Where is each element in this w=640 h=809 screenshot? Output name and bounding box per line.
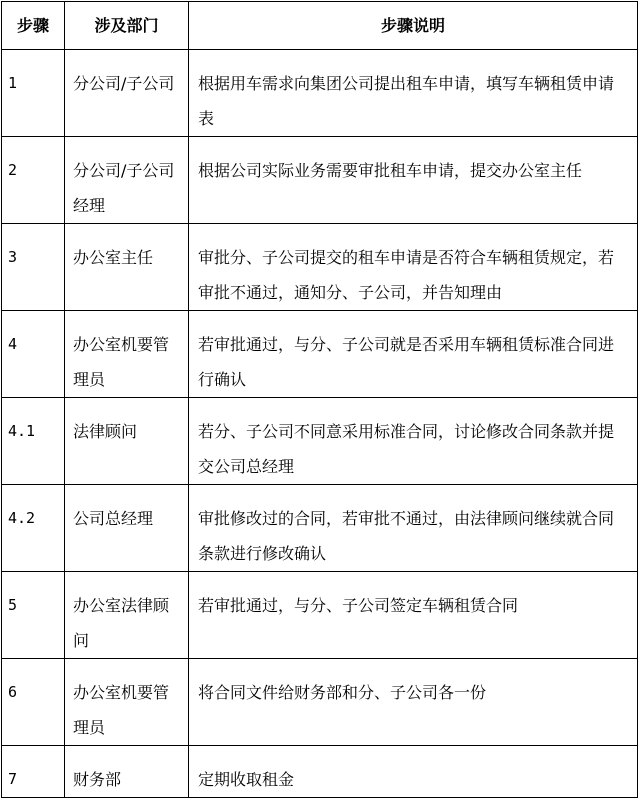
description-cell: 根据公司实际业务需要审批租车申请，提交办公室主任: [189, 137, 638, 224]
description-cell: 审批分、子公司提交的租车申请是否符合车辆租赁规定，若审批不通过，通知分、子公司，并告知理由: [189, 224, 638, 311]
description-cell: 定期收取租金: [189, 746, 638, 798]
department-cell: 办公室主任: [65, 224, 189, 311]
step-cell: 2: [2, 137, 65, 224]
table-row: [2, 572, 638, 659]
step-cell: 5: [2, 572, 65, 659]
department-cell: 办公室法律顾问: [65, 572, 189, 659]
step-cell: 4.2: [2, 485, 65, 572]
table-row: [2, 311, 638, 398]
table-row: [2, 746, 638, 798]
table-row: [2, 398, 638, 485]
table-header-row: [2, 2, 638, 50]
table-row: [2, 137, 638, 224]
description-cell: 将合同文件给财务部和分、子公司各一份: [189, 659, 638, 746]
header-description: 步骤说明: [189, 2, 638, 50]
step-cell: 6: [2, 659, 65, 746]
department-cell: 分公司/子公司: [65, 50, 189, 137]
department-cell: 财务部: [65, 746, 189, 798]
step-cell: 1: [2, 50, 65, 137]
table-row: [2, 224, 638, 311]
department-cell: 公司总经理: [65, 485, 189, 572]
description-cell: 根据用车需求向集团公司提出租车申请，填写车辆租赁申请表: [189, 50, 638, 137]
department-cell: 办公室机要管理员: [65, 311, 189, 398]
table-row: [2, 485, 638, 572]
table-row: [2, 659, 638, 746]
step-cell: 4: [2, 311, 65, 398]
department-cell: 法律顾问: [65, 398, 189, 485]
header-step: 步骤: [2, 2, 65, 50]
step-cell: 7: [2, 746, 65, 798]
step-cell: 3: [2, 224, 65, 311]
department-cell: 分公司/子公司经理: [65, 137, 189, 224]
description-cell: 若审批通过，与分、子公司签定车辆租赁合同: [189, 572, 638, 659]
table-row: [2, 50, 638, 137]
header-department: 涉及部门: [65, 2, 189, 50]
description-cell: 审批修改过的合同，若审批不通过，由法律顾问继续就合同条款进行修改确认: [189, 485, 638, 572]
process-steps-table: [1, 1, 638, 798]
description-cell: 若审批通过，与分、子公司就是否采用车辆租赁标准合同进行确认: [189, 311, 638, 398]
description-cell: 若分、子公司不同意采用标准合同，讨论修改合同条款并提交公司总经理: [189, 398, 638, 485]
department-cell: 办公室机要管理员: [65, 659, 189, 746]
step-cell: 4.1: [2, 398, 65, 485]
